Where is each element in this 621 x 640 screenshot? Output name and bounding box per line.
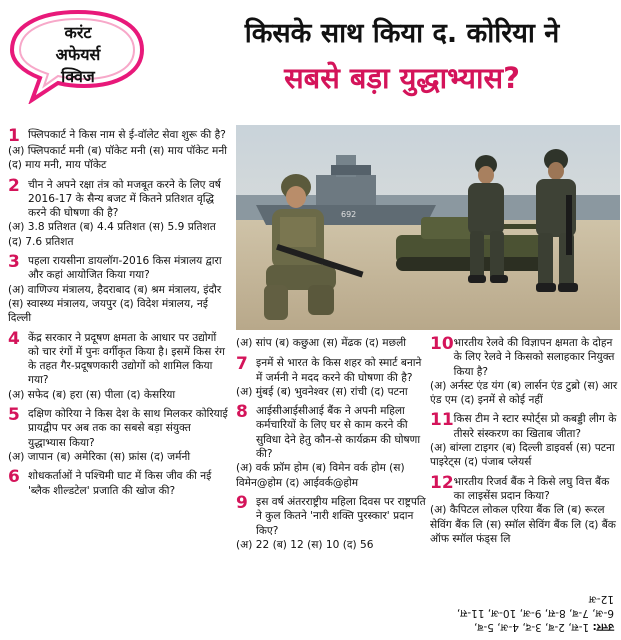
question-options: (अ) वर्क फ्रॉम होम (ब) विमेन वर्क होम (स) विमेन@होम (द) आईवर्क@होम [236,462,405,489]
question-options: (अ) कैपिटल लोकल एरिया बैंक लि (ब) रूरल सेविंग बैंक लि (स) स्मॉल सेविंग बैंक लि (द) बैंक ऑफ स्मॉल फंड्स लि [430,504,616,545]
question-text: चीन ने अपने रक्षा तंत्र को मजबूत करने के लिए वर्ष 2016-17 के सैन्य बजट में कितने प्रतिशत वृद्धि करने की घोषणा की है? [28,178,221,220]
question-number: 3 [8,252,20,273]
questions-column-1 [8,128,230,503]
answer-line-1: 1-स, 2-ब, 3-द, 4-अ, 5-ब, [474,621,590,633]
question-options: (अ) मुंबई (ब) भुवनेश्वर (स) रांची (द) पटना [236,385,408,398]
title-line-1: किसके साथ किया द. कोरिया ने [244,18,560,49]
badge-line-1: करंट [64,23,92,42]
question-item [8,469,230,498]
question-options: (अ) 3.8 प्रतिशत (ब) 4.4 प्रतिशत (स) 5.9 प्रतिशत (द) 7.6 प्रतिशत [8,221,216,248]
question-number: 12 [430,472,454,493]
question-item [8,175,230,249]
quiz-badge [8,6,146,104]
question-text: पहला रायसीना डायलॉग-2016 किस मंत्रालय द्वारा और कहां आयोजित किया गया? [28,255,222,282]
answer-key [430,574,618,636]
question-item [8,328,230,402]
question-text: किस टीम ने स्टार स्पोर्ट्स प्रो कबड्डी लीग के तीसरे संस्करण का खिताब जीता? [453,413,617,440]
question-number: 9 [236,492,248,513]
answer-line-2: 6-अ, 7-ब, 8-स, 9-अ, 10-अ, 11-स, [456,607,614,619]
question-item [8,128,230,173]
badge-line-3: क्विज [61,67,95,86]
svg-text:692: 692 [341,210,357,219]
question-number: 10 [430,334,454,354]
question-number: 5 [8,405,20,426]
question-options: (अ) अर्नस्ट एंड यंग (ब) लार्सन एंड टुब्रो (स) आर एंड एम (द) इनमें से कोई नहीं [430,379,618,407]
question-number: 1 [8,126,20,146]
question-number: 6 [8,467,20,488]
question-text: शोधकर्ताओं ने पश्चिमी घाट में किस जीव की नई 'ब्लैक शील्डटेल' प्रजाति की खोज की? [28,470,212,497]
question-item [430,336,618,407]
title-line-2: सबसे बड़ा युद्धाभ्यास? [284,61,520,95]
question-number: 7 [236,354,248,375]
question-item [236,404,426,490]
question-options: (अ) सफेद (ब) हरा (स) पीला (द) केसरिया [8,388,176,401]
question-text: फ्लिपकार्ट ने किस नाम से ई-वॉलेट सेवा शुरू की है? [28,129,226,141]
questions-column-2 [236,336,426,557]
question-text: आईसीआईसीआई बैंक ने अपनी महिला कर्मचारियों के लिए घर से काम करने की सुविधा देने हेतु कौन-से कार्यक्रम की घोषणा की? [256,405,421,461]
answer-label: उत्तर: [592,621,614,633]
question-options: (अ) जापान (ब) अमेरिका (स) फ्रांस (द) जर्मनी [8,450,191,463]
question-text: दक्षिण कोरिया ने किस देश के साथ मिलकर कोरियाई प्रायद्वीप पर अब तक का सबसे बड़ा संयुक्त युद्धाभ्यास किया? [28,408,228,449]
page-title [190,12,614,100]
question-item [430,472,618,546]
question-options: (अ) 22 (ब) 12 (स) 10 (द) 56 [236,538,374,551]
question-number: 4 [8,328,20,349]
badge-line-2: अफेयर्स [55,45,101,64]
question-item [430,412,618,469]
question-text: भारतीय रिजर्व बैंक ने किसे लघु वित्त बैंक का लाइसेंस प्रदान किया? [453,475,610,502]
questions-column-3 [430,336,618,551]
question-number: 2 [8,175,20,196]
question-text: इस वर्ष अंतरराष्ट्रीय महिला दिवस पर राष्ट्रपति ने कुल कितने 'नारी शक्ति पुरस्कार' प्रदान किए? [256,495,426,537]
question-number: 8 [236,402,248,423]
question-options: (अ) बांग्ला टाइगर (ब) दिल्ली डाइवर्स (स) पटना पाइरेट्स (द) पंजाब प्लेयर्स [430,442,615,469]
question-text: भारतीय रेलवे की विज्ञापन क्षमता के दोहन के लिए रेलवे ने किसको सलाहकार नियुक्त किया है? [453,337,615,378]
question-item [236,492,426,552]
question-text: इनमें से भारत के किस शहर को स्मार्ट बनाने में जर्मनी ने मदद करने की घोषणा की है? [256,357,422,384]
question-text: केंद्र सरकार ने प्रदूषण क्षमता के आधार पर उद्योगों को चार रंगों में पुनः वर्गीकृत किया है। इसमें किस रंग के तहत गैर-प्रदूषणकारी उद्योगों को शामिल किया गया? [28,331,225,387]
question-options: (अ) फ्लिपकार्ट मनी (ब) पॉकेट मनी (स) माय पॉकेट मनी (द) माय मनी, माय पॉकेट [8,145,227,172]
question-options: (अ) सांप (ब) कछुआ (स) मेंढक (द) मछली [236,337,406,349]
question-item [8,407,230,464]
soldiers-photo [236,125,620,330]
question-number: 11 [430,410,454,431]
question-item [8,254,230,325]
military-exercise-image [236,125,620,330]
question-options: (अ) वाणिज्य मंत्रालय, हैदराबाद (ब) श्रम मंत्रालय, इंदौर (स) स्वास्थ्य मंत्रालय, जयपुर (द) विदेश मंत्रालय, नई दिल्ली [8,283,222,325]
question-item [236,356,426,399]
answer-line-3: 12-अ [588,593,614,605]
